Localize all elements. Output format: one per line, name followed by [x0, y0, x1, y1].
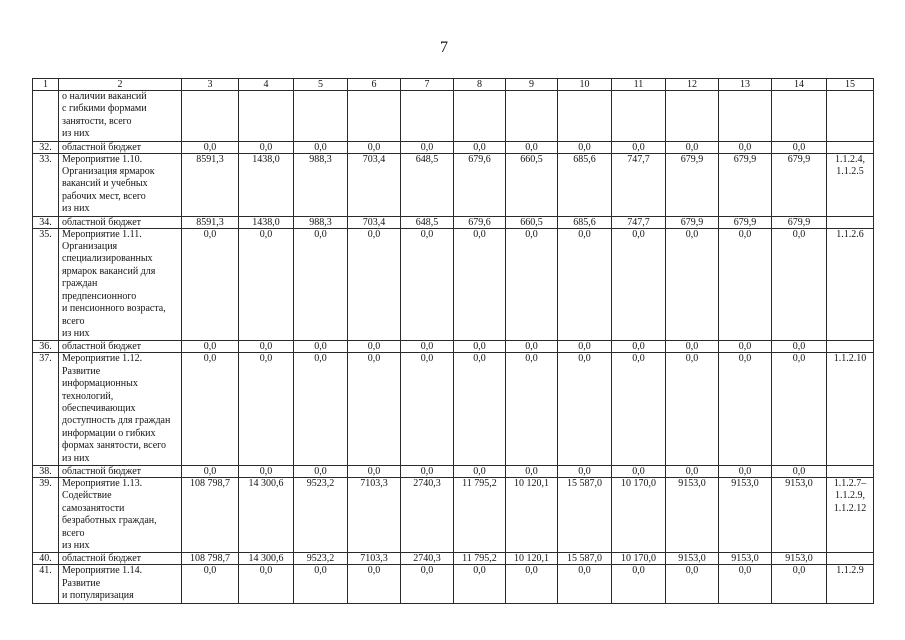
- value-cell: 0,0: [348, 341, 401, 353]
- value-cell: 7103,3: [348, 553, 401, 565]
- value-cell: 0,0: [612, 228, 666, 341]
- value-cell: 1438,0: [239, 153, 294, 216]
- value-cell: 0,0: [719, 565, 772, 603]
- reference-cell: 1.1.2.4, 1.1.2.5: [827, 153, 874, 216]
- value-cell: 0,0: [401, 228, 454, 341]
- value-cell: 747,7: [612, 153, 666, 216]
- value-cell: [294, 91, 348, 142]
- value-cell: 0,0: [348, 141, 401, 153]
- row-label: о наличии вакансий с гибкими формами занятости, всего из них: [59, 91, 182, 142]
- value-cell: 0,0: [558, 141, 612, 153]
- value-cell: [612, 91, 666, 142]
- value-cell: 0,0: [506, 228, 558, 341]
- column-header: 1: [33, 79, 59, 91]
- value-cell: 2740,3: [401, 477, 454, 552]
- value-cell: 9153,0: [772, 477, 827, 552]
- value-cell: 0,0: [719, 465, 772, 477]
- reference-cell: 1.1.2.6: [827, 228, 874, 341]
- table-row: [33, 565, 874, 603]
- value-cell: 9153,0: [719, 553, 772, 565]
- value-cell: 0,0: [558, 341, 612, 353]
- value-cell: 679,9: [666, 153, 719, 216]
- value-cell: 0,0: [239, 228, 294, 341]
- reference-cell: [827, 141, 874, 153]
- value-cell: 0,0: [182, 353, 239, 466]
- value-cell: 0,0: [772, 228, 827, 341]
- value-cell: 0,0: [558, 465, 612, 477]
- value-cell: 0,0: [612, 465, 666, 477]
- value-cell: 10 120,1: [506, 477, 558, 552]
- value-cell: 679,9: [772, 216, 827, 228]
- value-cell: 0,0: [294, 353, 348, 466]
- reference-cell: [827, 553, 874, 565]
- column-header: 4: [239, 79, 294, 91]
- value-cell: 0,0: [294, 228, 348, 341]
- row-label: областной бюджет: [59, 341, 182, 353]
- value-cell: 14 300,6: [239, 553, 294, 565]
- value-cell: 679,9: [666, 216, 719, 228]
- row-number: 36.: [33, 341, 59, 353]
- value-cell: 0,0: [454, 228, 506, 341]
- value-cell: 15 587,0: [558, 477, 612, 552]
- value-cell: 685,6: [558, 153, 612, 216]
- value-cell: 0,0: [666, 141, 719, 153]
- value-cell: 679,6: [454, 153, 506, 216]
- value-cell: [506, 91, 558, 142]
- value-cell: 14 300,6: [239, 477, 294, 552]
- value-cell: [666, 91, 719, 142]
- reference-cell: [827, 91, 874, 142]
- reference-cell: 1.1.2.10: [827, 353, 874, 466]
- value-cell: [558, 91, 612, 142]
- column-header: 5: [294, 79, 348, 91]
- value-cell: 0,0: [348, 353, 401, 466]
- column-header: 7: [401, 79, 454, 91]
- value-cell: 0,0: [454, 341, 506, 353]
- value-cell: 0,0: [294, 141, 348, 153]
- value-cell: 11 795,2: [454, 477, 506, 552]
- row-number: 32.: [33, 141, 59, 153]
- table-body: [33, 79, 874, 604]
- value-cell: 9523,2: [294, 553, 348, 565]
- value-cell: 988,3: [294, 153, 348, 216]
- reference-cell: [827, 216, 874, 228]
- value-cell: 0,0: [348, 228, 401, 341]
- value-cell: 9153,0: [719, 477, 772, 552]
- value-cell: 0,0: [454, 565, 506, 603]
- value-cell: 2740,3: [401, 553, 454, 565]
- reference-cell: [827, 341, 874, 353]
- value-cell: 0,0: [719, 353, 772, 466]
- value-cell: 15 587,0: [558, 553, 612, 565]
- value-cell: 0,0: [239, 565, 294, 603]
- value-cell: 648,5: [401, 153, 454, 216]
- value-cell: 648,5: [401, 216, 454, 228]
- value-cell: 0,0: [666, 353, 719, 466]
- table-row: [33, 228, 874, 341]
- value-cell: [182, 91, 239, 142]
- value-cell: 0,0: [719, 141, 772, 153]
- row-number: 33.: [33, 153, 59, 216]
- column-header: 15: [827, 79, 874, 91]
- table-row: [33, 153, 874, 216]
- table-row: [33, 341, 874, 353]
- row-label: Мероприятие 1.13. Содействие самозанятости безработных граждан, всего из них: [59, 477, 182, 552]
- value-cell: 0,0: [401, 141, 454, 153]
- value-cell: 0,0: [772, 341, 827, 353]
- value-cell: 10 120,1: [506, 553, 558, 565]
- row-label: Мероприятие 1.14. Развитие и популяризация: [59, 565, 182, 603]
- table-header-row: [33, 79, 874, 91]
- column-header: 10: [558, 79, 612, 91]
- value-cell: 0,0: [454, 465, 506, 477]
- value-cell: 0,0: [401, 465, 454, 477]
- value-cell: 0,0: [182, 465, 239, 477]
- value-cell: 11 795,2: [454, 553, 506, 565]
- value-cell: 0,0: [401, 341, 454, 353]
- value-cell: 0,0: [612, 141, 666, 153]
- value-cell: 0,0: [182, 565, 239, 603]
- value-cell: [348, 91, 401, 142]
- value-cell: 9153,0: [666, 553, 719, 565]
- value-cell: 108 798,7: [182, 553, 239, 565]
- column-header: 14: [772, 79, 827, 91]
- reference-cell: 1.1.2.7– 1.1.2.9, 1.1.2.12: [827, 477, 874, 552]
- column-header: 9: [506, 79, 558, 91]
- value-cell: 0,0: [239, 465, 294, 477]
- table-row: [33, 216, 874, 228]
- row-label: областной бюджет: [59, 216, 182, 228]
- value-cell: 0,0: [772, 141, 827, 153]
- value-cell: 0,0: [719, 228, 772, 341]
- row-number: [33, 91, 59, 142]
- value-cell: 988,3: [294, 216, 348, 228]
- reference-cell: 1.1.2.9: [827, 565, 874, 603]
- value-cell: 0,0: [506, 465, 558, 477]
- value-cell: 9153,0: [772, 553, 827, 565]
- value-cell: [772, 91, 827, 142]
- value-cell: 660,5: [506, 153, 558, 216]
- value-cell: 0,0: [294, 465, 348, 477]
- table-row: [33, 477, 874, 552]
- value-cell: 0,0: [239, 141, 294, 153]
- row-label: Мероприятие 1.10. Организация ярмарок вакансий и учебных рабочих мест, всего из них: [59, 153, 182, 216]
- value-cell: 679,9: [719, 216, 772, 228]
- value-cell: 0,0: [666, 341, 719, 353]
- value-cell: 9153,0: [666, 477, 719, 552]
- value-cell: 108 798,7: [182, 477, 239, 552]
- reference-cell: [827, 465, 874, 477]
- value-cell: 0,0: [401, 353, 454, 466]
- value-cell: 0,0: [182, 228, 239, 341]
- column-header: 11: [612, 79, 666, 91]
- value-cell: 0,0: [558, 565, 612, 603]
- value-cell: 703,4: [348, 216, 401, 228]
- table-row: [33, 553, 874, 565]
- value-cell: 679,6: [454, 216, 506, 228]
- value-cell: 0,0: [294, 341, 348, 353]
- value-cell: 685,6: [558, 216, 612, 228]
- row-label: Мероприятие 1.11. Организация специализированных ярмарок вакансий для граждан предпенсионного и пенсионного возраста, всего из них: [59, 228, 182, 341]
- value-cell: 0,0: [239, 353, 294, 466]
- value-cell: [719, 91, 772, 142]
- value-cell: 0,0: [772, 353, 827, 466]
- column-header: 6: [348, 79, 401, 91]
- value-cell: 0,0: [506, 141, 558, 153]
- value-cell: 0,0: [612, 341, 666, 353]
- value-cell: 747,7: [612, 216, 666, 228]
- value-cell: 679,9: [772, 153, 827, 216]
- value-cell: 703,4: [348, 153, 401, 216]
- table-row: [33, 353, 874, 466]
- table-row: [33, 465, 874, 477]
- value-cell: 9523,2: [294, 477, 348, 552]
- row-label: областной бюджет: [59, 141, 182, 153]
- value-cell: 0,0: [401, 565, 454, 603]
- value-cell: 0,0: [454, 141, 506, 153]
- value-cell: 0,0: [612, 353, 666, 466]
- value-cell: 660,5: [506, 216, 558, 228]
- value-cell: 7103,3: [348, 477, 401, 552]
- value-cell: 0,0: [454, 353, 506, 466]
- row-number: 34.: [33, 216, 59, 228]
- row-number: 41.: [33, 565, 59, 603]
- value-cell: [401, 91, 454, 142]
- value-cell: 0,0: [666, 228, 719, 341]
- row-number: 40.: [33, 553, 59, 565]
- value-cell: 0,0: [506, 353, 558, 466]
- value-cell: 0,0: [506, 565, 558, 603]
- row-label: Мероприятие 1.12. Развитие информационных технологий, обеспечивающих доступность для граждан информации о гибких формах занятости, всего из них: [59, 353, 182, 466]
- value-cell: 0,0: [558, 228, 612, 341]
- value-cell: 679,9: [719, 153, 772, 216]
- value-cell: 10 170,0: [612, 553, 666, 565]
- value-cell: 0,0: [182, 141, 239, 153]
- column-header: 13: [719, 79, 772, 91]
- row-number: 38.: [33, 465, 59, 477]
- value-cell: [239, 91, 294, 142]
- value-cell: 0,0: [348, 565, 401, 603]
- value-cell: 0,0: [772, 565, 827, 603]
- value-cell: [454, 91, 506, 142]
- value-cell: 0,0: [294, 565, 348, 603]
- value-cell: 0,0: [182, 341, 239, 353]
- value-cell: 0,0: [772, 465, 827, 477]
- value-cell: 8591,3: [182, 153, 239, 216]
- value-cell: 0,0: [612, 565, 666, 603]
- column-header: 2: [59, 79, 182, 91]
- value-cell: 0,0: [666, 465, 719, 477]
- row-number: 39.: [33, 477, 59, 552]
- budget-table: [32, 78, 874, 604]
- row-label: областной бюджет: [59, 553, 182, 565]
- page-number: 7: [440, 39, 448, 56]
- value-cell: 10 170,0: [612, 477, 666, 552]
- value-cell: 0,0: [506, 341, 558, 353]
- column-header: 3: [182, 79, 239, 91]
- table-row: [33, 91, 874, 142]
- row-label: областной бюджет: [59, 465, 182, 477]
- value-cell: 1438,0: [239, 216, 294, 228]
- value-cell: 0,0: [558, 353, 612, 466]
- column-header: 8: [454, 79, 506, 91]
- value-cell: 0,0: [719, 341, 772, 353]
- table-row: [33, 141, 874, 153]
- row-number: 35.: [33, 228, 59, 341]
- value-cell: 8591,3: [182, 216, 239, 228]
- row-number: 37.: [33, 353, 59, 466]
- value-cell: 0,0: [348, 465, 401, 477]
- column-header: 12: [666, 79, 719, 91]
- value-cell: 0,0: [239, 341, 294, 353]
- value-cell: 0,0: [666, 565, 719, 603]
